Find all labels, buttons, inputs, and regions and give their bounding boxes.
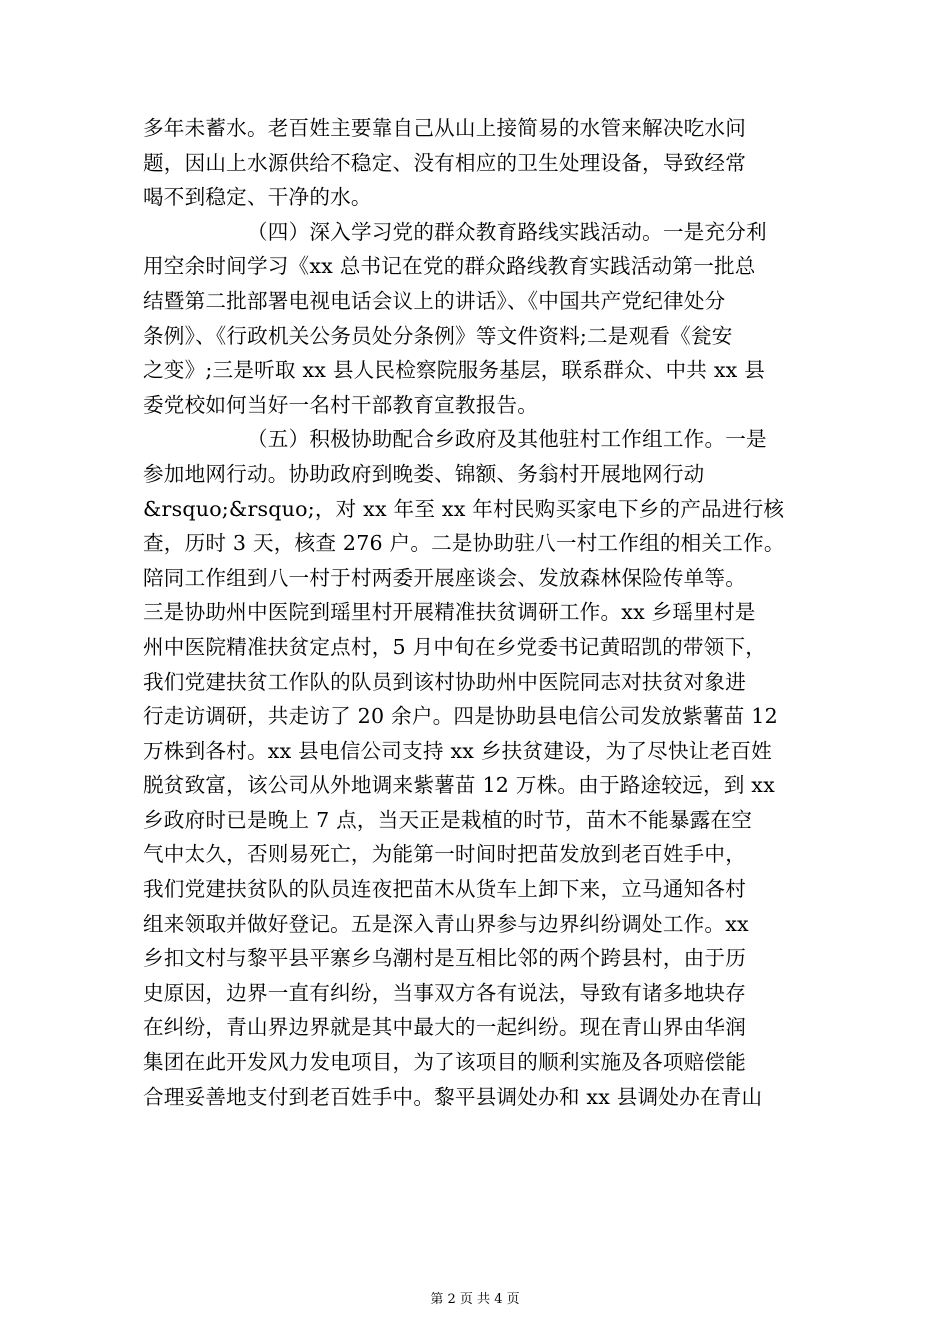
- text-line: 万株到各村。xx 县电信公司支持 xx 乡扶贫建设，为了尽快让老百姓: [143, 738, 772, 763]
- text-line: 组来领取并做好登记。五是深入青山界参与边界纠纷调处工作。xx: [143, 911, 749, 936]
- text-line: 参加地网行动。协助政府到晚娄、锦额、务翁村开展地网行动: [143, 461, 705, 486]
- text-line: 委党校如何当好一名村干部教育宣教报告。: [143, 392, 539, 417]
- text-line: 脱贫致富，该公司从外地调来紫薯苗 12 万株。由于路途较远，到 xx: [143, 773, 775, 798]
- text-line: 州中医院精准扶贫定点村，5 月中旬在乡党委书记黄昭凯的带领下，: [143, 634, 767, 659]
- section-heading-line: （四）深入学习党的群众教育路线实践活动。一是充分利: [247, 219, 767, 244]
- text-line: 喝不到稳定、干净的水。: [143, 185, 372, 210]
- text-line: 在纠纷，青山界边界就是其中最大的一起纠纷。现在青山界由华润: [143, 1015, 747, 1040]
- text-line: 我们党建扶贫工作队的队员到该村协助州中医院同志对扶贫对象进: [143, 669, 747, 694]
- text-line: 史原因，边界一直有纠纷，当事双方各有说法，导致有诸多地块存: [143, 980, 747, 1005]
- text-line: 行走访调研，共走访了 20 余户。四是协助县电信公司发放紫薯苗 12: [143, 704, 778, 729]
- text-line: 合理妥善地支付到老百姓手中。黎平县调处办和 xx 县调处办在青山: [143, 1084, 763, 1109]
- section-heading-line: （五）积极协助配合乡政府及其他驻村工作组工作。一是: [247, 427, 767, 452]
- text-line: 陪同工作组到八一村于村两委开展座谈会、发放森林保险传单等。: [143, 565, 747, 590]
- text-line: 气中太久，否则易死亡，为能第一时间时把苗发放到老百姓手中，: [143, 842, 747, 867]
- text-line: 结暨第二批部署电视电话会议上的讲话》、《中国共产党纪律处分: [143, 288, 726, 313]
- text-line: 查，历时 3 天，核查 276 户。二是协助驻八一村工作组的相关工作。: [143, 531, 785, 556]
- body-text: [143, 111, 811, 1114]
- text-line: 之变》;三是听取 xx 县人民检察院服务基层，联系群众、中共 xx 县: [143, 358, 766, 383]
- text-line: 条例》、《行政机关公务员处分条例》等文件资料;二是观看《瓮安: [143, 323, 733, 348]
- text-line: 乡政府时已是晚上 7 点，当天正是栽植的时节，苗木不能暴露在空: [143, 807, 753, 832]
- text-line: 多年未蓄水。老百姓主要靠自己从山上接简易的水管来解决吃水问: [143, 116, 747, 140]
- text-line: 三是协助州中医院到瑶里村开展精准扶贫调研工作。xx 乡瑶里村是: [143, 600, 756, 625]
- text-line: 用空余时间学习《xx 总书记在党的群众路线教育实践活动第一批总: [143, 254, 756, 279]
- text-line: 题，因山上水源供给不稳定、没有相应的卫生处理设备，导致经常: [143, 150, 747, 175]
- text-line: 乡扣文村与黎平县平寨乡乌潮村是互相比邻的两个跨县村，由于历: [143, 946, 747, 971]
- text-line: &rsquo;&rsquo;，对 xx 年至 xx 年村民购买家电下乡的产品进行核: [143, 496, 785, 521]
- page-number-footer: 第 2 页 共 4 页: [430, 1292, 520, 1307]
- text-line: 我们党建扶贫队的队员连夜把苗木从货车上卸下来，立马通知各村: [143, 877, 747, 902]
- text-line: 集团在此开发风力发电项目，为了该项目的顺利实施及各项赔偿能: [143, 1050, 747, 1075]
